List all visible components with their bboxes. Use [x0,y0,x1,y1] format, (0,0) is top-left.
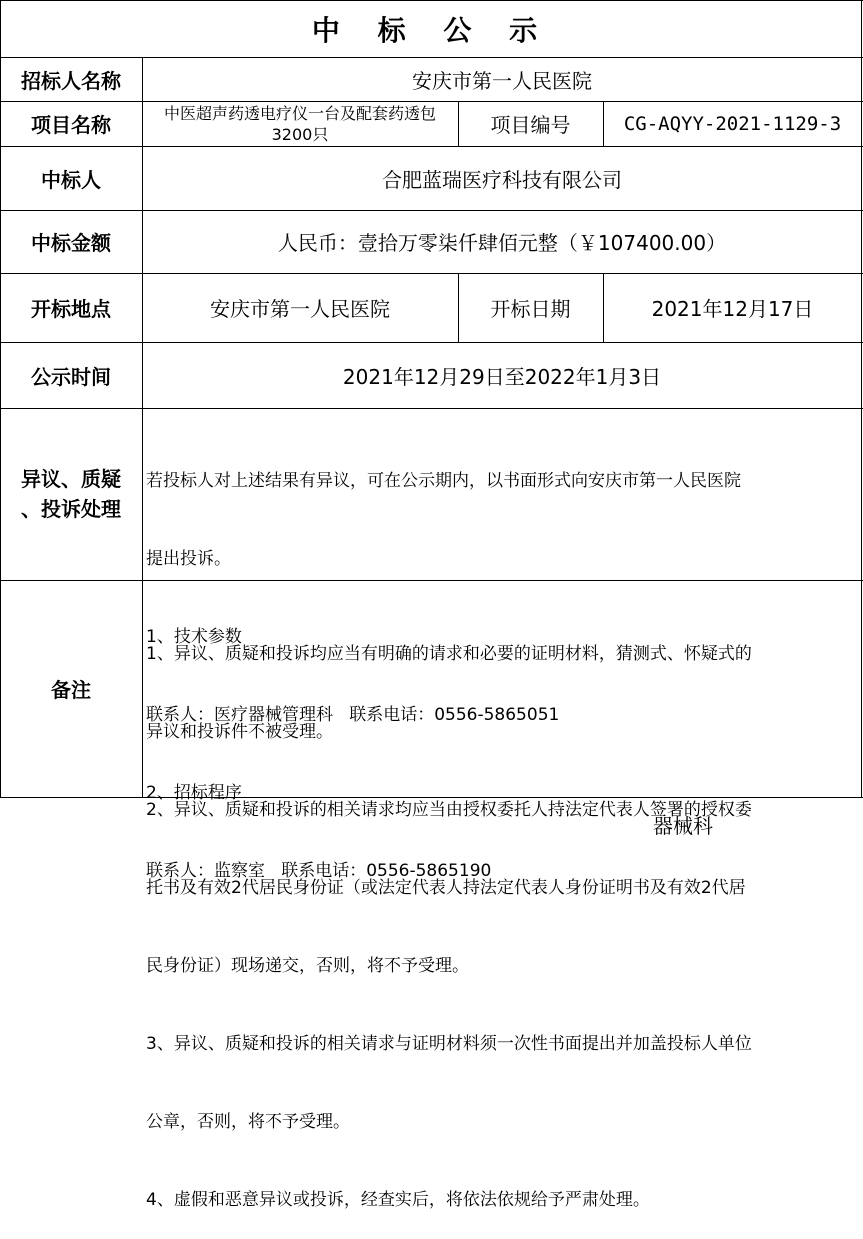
remarks-label: 备注 [51,678,91,702]
opening-place-value: 安庆市第一人民医院 [210,297,390,321]
opening-date-label: 开标日期 [490,297,571,321]
publicity-period-label: 公示时间 [31,364,111,389]
objection-label [0,408,142,580]
remarks-line: 民身份证）现场递交，否则，将不予受理。 [146,956,469,976]
amount-value: 人民币：壹拾万零柒仟肆佰元整（￥107400.00） [277,231,727,255]
project-name-value: 中医超声药透电疗仪一台及配套药透包3200只 [163,103,436,144]
remarks-line: 公章，否则，将不予受理。 [146,1112,350,1132]
remarks-text [142,589,862,1239]
objection-label-line1: 异议、质疑 [21,467,121,491]
objection-line: 若投标人对上述结果有异议，可在公示期内，以书面形式向安庆市第一人民医院 [146,471,741,491]
project-code-value: CG-AQYY-2021-1129-3 [623,112,842,135]
remarks-line: 3、异议、质疑和投诉的相关请求与证明材料须一次性书面提出并加盖投标人单位 [146,1034,752,1054]
remarks-line: 4、虚假和恶意异议或投诉，经查实后，将依法依规给予严肃处理。 [146,1190,650,1210]
objection-line: 1、技术参数 [146,627,242,647]
opening-place-label: 开标地点 [31,297,111,321]
objection-line: 联系人：监察室 联系电话：0556-5865190 [146,861,492,881]
objection-label-line2: 、投诉处理 [21,497,121,521]
remarks-line: 异议和投诉件不被受理。 [146,722,333,742]
footer-department: 器械科 [653,814,713,838]
project-name-label: 项目名称 [31,113,111,137]
objection-line: 提出投诉。 [146,549,231,569]
tenderer-value: 安庆市第一人民医院 [412,68,592,93]
project-code-label: 项目编号 [490,113,571,137]
opening-date-value: 2021年12月17日 [651,297,814,321]
remarks-line: 1、异议、质疑和投诉均应当有明确的请求和必要的证明材料，猜测式、怀疑式的 [146,644,752,664]
amount-label: 中标金额 [31,231,111,255]
tenderer-label: 招标人名称 [21,68,121,93]
remarks-line: 2、异议、质疑和投诉的相关请求均应当由授权委托人持法定代表人签署的授权委 [146,800,752,820]
publicity-period-value: 2021年12月29日至2022年1月3日 [342,364,662,389]
objection-line: 2、招标程序 [146,783,242,803]
page-title: 中 标 公 示 [311,13,552,47]
winner-label: 中标人 [41,167,101,192]
winner-value: 合肥蓝瑞医疗科技有限公司 [382,167,622,192]
objection-line: 联系人：医疗器械管理科 联系电话：0556-5865051 [146,705,560,725]
remarks-line: 托书及有效2代居民身份证（或法定代表人持法定代表人身份证明书及有效2代居 [146,878,746,898]
